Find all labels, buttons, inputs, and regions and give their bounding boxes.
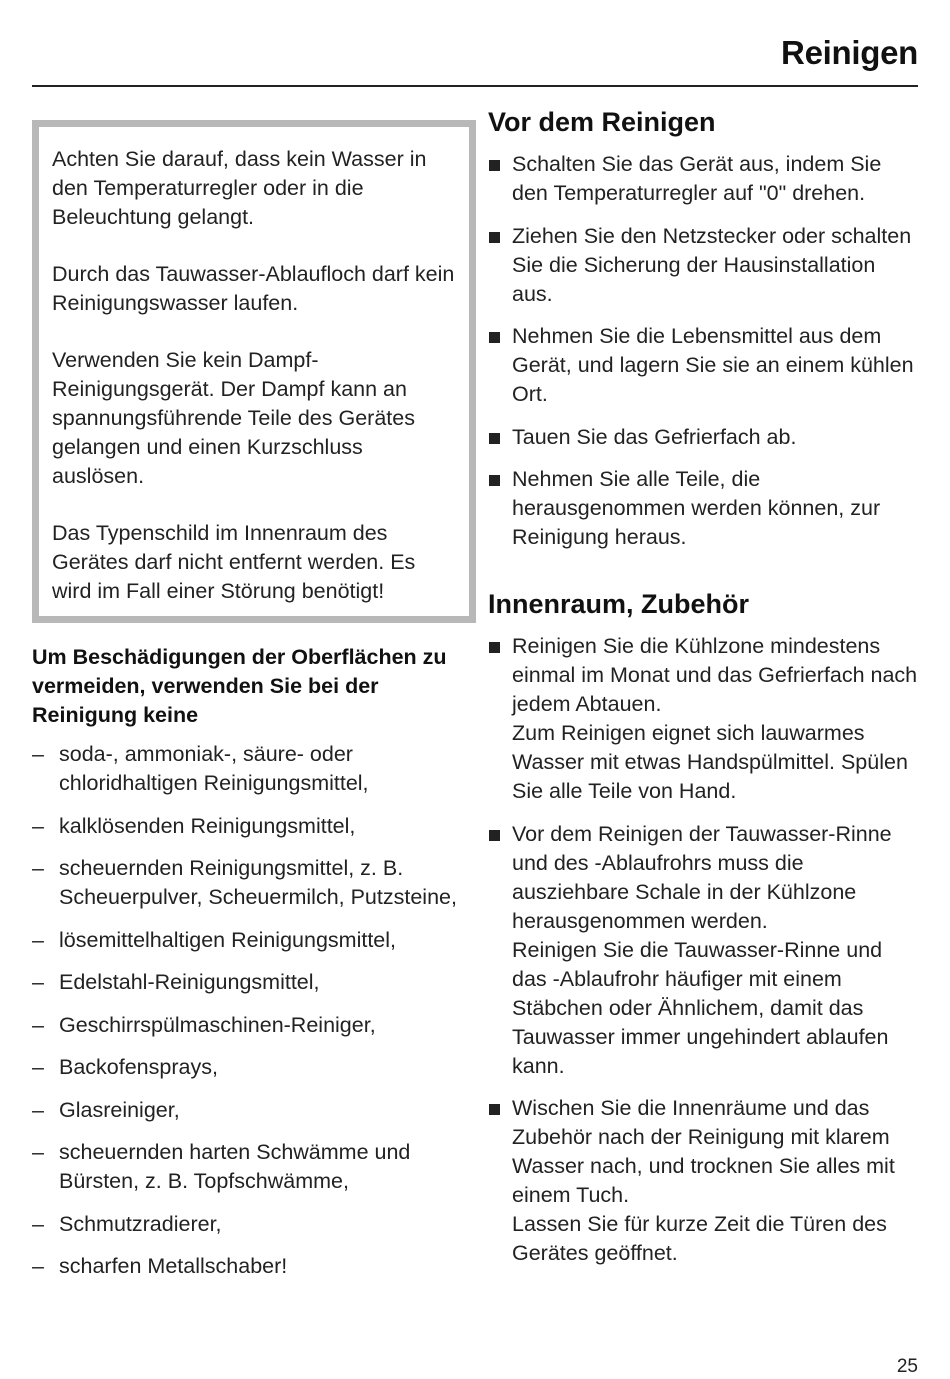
list-item — [32, 1096, 462, 1125]
list-item — [488, 1094, 920, 1268]
list-item — [32, 1053, 462, 1082]
list-item-text: scheuernden harten Schwämme und Bürsten, z. B. Topfschwämme, — [59, 1140, 411, 1193]
warning-box — [32, 120, 476, 623]
square-bullet-icon — [489, 160, 500, 171]
warning-paragraph: Verwenden Sie kein Dampf-Reinigungsgerät. Der Dampf kann an spannungsführende Teile des Gerätes gelangen und einen Kurzschluss auslösen. — [52, 348, 415, 488]
list-item — [32, 1252, 462, 1281]
list-item — [488, 423, 920, 452]
list-item-text: Schmutzradierer, — [59, 1211, 222, 1236]
square-bullet-icon — [489, 1104, 500, 1115]
square-bullet-icon — [489, 642, 500, 653]
dash-marker: – — [32, 927, 44, 952]
list-item — [32, 968, 462, 997]
square-bullet-icon — [489, 475, 500, 486]
list-item — [488, 222, 920, 309]
square-bullet-icon — [489, 232, 500, 243]
section-heading-innenraum-zubehoer: Innenraum, Zubehör — [488, 589, 750, 619]
list-item — [488, 820, 920, 1081]
list-item — [488, 150, 920, 208]
list-item-text: Edelstahl-Reinigungsmittel, — [59, 970, 320, 994]
list-item-extra-text: Lassen Sie für kurze Zeit die Türen des Gerätes geöffnet. — [512, 1212, 887, 1265]
dash-marker: – — [32, 1140, 44, 1164]
right-column — [488, 104, 920, 1282]
list-item-text: Nehmen Sie die Lebensmittel aus dem Gerät, und lagern Sie sie an einem kühlen Ort. — [512, 324, 914, 406]
list-item-text: Glasreiniger, — [59, 1097, 180, 1122]
cleaning-agent-list — [32, 740, 462, 1281]
page-title: Reinigen — [781, 34, 918, 71]
warning-paragraph: Das Typenschild im Innenraum des Gerätes darf nicht entfernt werden. Es wird im Fall einer Störung benötigt! — [52, 521, 416, 603]
list-item-text: Wischen Sie die Innenräume und das Zubehör nach der Reinigung mit klarem Wasser nach, und trocknen Sie alles mit einem Tuch. — [512, 1096, 895, 1207]
list-item-extra-text: Zum Reinigen eignet sich lauwarmes Wasser mit etwas Handspülmittel. Spülen Sie alle Teile von Hand. — [512, 721, 908, 803]
list-item-extra-text: Reinigen Sie die Tauwasser-Rinne und das -Ablaufrohr häufiger mit einem Stäbchen oder Ähnlichem, damit das Tauwasser immer ungehindert ablaufen kann. — [512, 937, 889, 1078]
section-heading-vor-dem-reinigen: Vor dem Reinigen — [488, 107, 716, 137]
dash-marker: – — [32, 1254, 44, 1278]
dash-marker: – — [32, 742, 44, 766]
dash-marker: – — [32, 1012, 44, 1037]
list-item — [32, 854, 462, 912]
list-item — [488, 632, 920, 806]
list-item-text: kalklösenden Reinigungsmittel, — [59, 813, 356, 838]
list-item-text: Tauen Sie das Gefrierfach ab. — [512, 424, 797, 449]
list-item-text: scheuernden Reinigungsmittel, z. B. Scheuerpulver, Scheuermilch, Putzsteine, — [59, 856, 457, 909]
list-item — [32, 1011, 462, 1040]
dash-marker: – — [32, 813, 44, 838]
dash-marker: – — [32, 1097, 44, 1122]
interior-cleaning-list — [488, 632, 920, 1268]
square-bullet-icon — [489, 332, 500, 343]
list-item-text: Geschirrspülmaschinen-Reiniger, — [59, 1012, 376, 1037]
list-item — [32, 740, 462, 798]
list-item-text: Vor dem Reinigen der Tauwasser-Rinne und des -Ablaufrohrs muss die ausziehbare Schale in der Kühlzone herausgenommen werden. — [512, 821, 892, 933]
dash-marker: – — [32, 970, 44, 994]
list-item — [488, 465, 920, 552]
list-item-text: lösemittelhaltigen Reinigungsmittel, — [59, 927, 397, 952]
list-item-text: Nehmen Sie alle Teile, die herausgenommen werden können, zur Reinigung heraus. — [512, 467, 881, 549]
left-column — [32, 120, 462, 1295]
list-item — [32, 1210, 462, 1239]
list-item-text: Schalten Sie das Gerät aus, indem Sie den Temperaturregler auf "0" drehen. — [512, 152, 882, 205]
list-item — [32, 1138, 462, 1196]
list-item-text: soda-, ammoniak-, säure- oder chloridhaltigen Reinigungsmittel, — [59, 742, 369, 795]
list-item — [488, 322, 920, 409]
warning-paragraph: Achten Sie darauf, dass kein Wasser in den Temperaturregler oder in die Beleuchtung gelangt. — [52, 147, 427, 229]
page-number: 25 — [896, 1356, 918, 1377]
square-bullet-icon — [489, 433, 500, 444]
list-item-text: Reinigen Sie die Kühlzone mindestens einmal im Monat und das Gefrierfach nach jedem Abtauen. — [512, 634, 918, 716]
list-item-text: scharfen Metallschaber! — [59, 1254, 288, 1278]
list-item-text: Backofensprays, — [59, 1055, 218, 1079]
list-item — [32, 926, 462, 955]
dash-marker: – — [32, 1055, 44, 1079]
dash-marker: – — [32, 1211, 44, 1236]
warning-paragraph: Durch das Tauwasser-Ablaufloch darf kein Reinigungswasser laufen. — [52, 262, 455, 315]
list-item-text: Ziehen Sie den Netzstecker oder schalten Sie die Sicherung der Hausinstallation aus. — [512, 223, 912, 306]
square-bullet-icon — [489, 830, 500, 841]
list-item — [32, 812, 462, 841]
title-divider — [32, 85, 918, 87]
preparation-steps-list — [488, 150, 920, 552]
dash-marker: – — [32, 856, 44, 880]
damage-intro: Um Beschädigungen der Oberflächen zu vermeiden, verwenden Sie bei der Reinigung keine — [32, 645, 447, 727]
